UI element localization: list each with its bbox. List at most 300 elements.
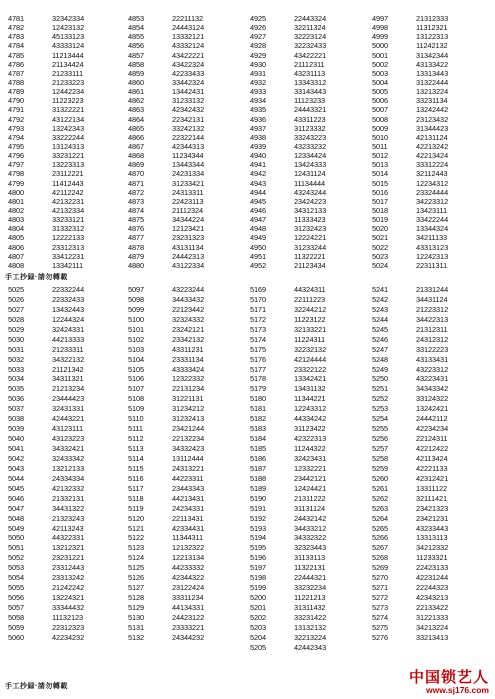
table-row <box>372 179 468 188</box>
table-row <box>8 169 104 178</box>
table-row <box>8 243 104 252</box>
row-code: 24231334 <box>172 169 205 179</box>
table-row <box>250 23 346 32</box>
row-number: 5182 <box>250 414 267 424</box>
row-number: 5031 <box>8 344 25 354</box>
row-number: 5023 <box>372 251 389 261</box>
row-code: 11244322 <box>294 444 326 453</box>
table-row <box>372 87 468 96</box>
row-number: 5253 <box>372 404 389 414</box>
row-number: 5245 <box>372 324 389 334</box>
table-row <box>250 464 346 474</box>
row-number: 4785 <box>8 50 25 60</box>
table-column <box>372 285 468 643</box>
row-number: 4861 <box>128 87 145 97</box>
row-code: 42322313 <box>294 434 327 444</box>
row-number: 5000 <box>372 41 389 51</box>
row-code: 11312321 <box>416 23 448 33</box>
row-number: 5187 <box>250 463 267 473</box>
row-code: 24344232 <box>172 632 205 642</box>
row-number: 4782 <box>8 23 25 33</box>
row-number: 5058 <box>8 612 25 622</box>
row-number: 5128 <box>128 593 145 603</box>
table-row <box>8 533 104 543</box>
table-row <box>250 563 346 573</box>
table-row <box>250 533 346 543</box>
row-code: 32424331 <box>52 324 85 334</box>
row-code: 23444423 <box>52 394 85 404</box>
table-row <box>128 133 224 142</box>
row-code: 11322221 <box>294 251 326 261</box>
row-code: 43422221 <box>294 50 327 60</box>
table-row <box>250 60 346 69</box>
row-number: 4797 <box>8 160 25 170</box>
row-code: 44223311 <box>172 473 204 483</box>
table-row <box>372 563 468 573</box>
table-row <box>128 474 224 484</box>
row-code: 11344221 <box>294 394 326 404</box>
row-code: 34312133 <box>294 205 327 215</box>
row-number: 4998 <box>372 23 389 33</box>
row-code: 31332312 <box>52 224 85 234</box>
row-code: 34433212 <box>294 523 327 533</box>
table-row <box>372 115 468 124</box>
row-number: 5130 <box>128 612 145 622</box>
row-number: 4863 <box>128 105 145 115</box>
table-row <box>250 105 346 114</box>
row-number: 5186 <box>250 453 267 463</box>
row-code: 33222244 <box>52 132 85 142</box>
section-note: 手工抄録·請勿轉載 <box>5 683 68 690</box>
row-code: 42132334 <box>52 205 85 215</box>
table-row <box>372 124 468 133</box>
row-number: 5179 <box>250 384 267 394</box>
row-code: 43133431 <box>416 354 449 364</box>
row-number: 5003 <box>372 68 389 78</box>
table-row <box>8 142 104 151</box>
table-row <box>128 78 224 87</box>
row-number: 4933 <box>250 87 267 97</box>
row-number: 5124 <box>128 553 145 563</box>
row-number: 5102 <box>128 334 145 344</box>
table-row <box>372 613 468 623</box>
table-row <box>8 573 104 583</box>
row-number: 5033 <box>8 364 25 374</box>
row-number: 4792 <box>8 114 25 124</box>
row-number: 4935 <box>250 105 267 115</box>
row-number: 4942 <box>250 169 267 179</box>
table-row <box>8 69 104 78</box>
table-row <box>8 355 104 365</box>
row-number: 4872 <box>128 187 145 197</box>
row-number: 5112 <box>128 434 144 444</box>
row-number: 5098 <box>128 294 145 304</box>
row-code: 43131134 <box>172 242 204 252</box>
table-row <box>372 593 468 603</box>
table-row <box>372 23 468 32</box>
table-row <box>8 233 104 242</box>
row-number: 4795 <box>8 141 25 151</box>
row-code: 21233111 <box>52 68 83 78</box>
table-row <box>250 252 346 261</box>
row-code: 23312313 <box>52 242 85 252</box>
row-number: 4927 <box>250 32 267 42</box>
row-number: 5103 <box>128 344 145 354</box>
row-code: 33243223 <box>294 132 327 142</box>
row-number: 4997 <box>372 14 389 23</box>
table-row <box>250 404 346 414</box>
row-code: 22423133 <box>416 563 449 573</box>
row-code: 23123432 <box>416 114 449 124</box>
table-row <box>8 87 104 96</box>
row-code: 21323243 <box>52 513 85 523</box>
table-row <box>8 484 104 494</box>
row-code: 22111223 <box>294 294 325 304</box>
row-code: 43123223 <box>52 434 85 444</box>
row-code: 32111421 <box>416 493 447 503</box>
row-code: 32211324 <box>294 23 326 33</box>
row-number: 5057 <box>8 603 25 612</box>
table-row <box>250 484 346 494</box>
row-code: 33231134 <box>416 96 448 106</box>
table-row <box>372 151 468 160</box>
table-row <box>128 335 224 345</box>
table-row <box>250 365 346 375</box>
table-row <box>128 197 224 206</box>
row-number: 5125 <box>128 563 145 573</box>
table-row <box>250 394 346 404</box>
row-code: 32244212 <box>294 304 327 314</box>
row-code: 31221333 <box>416 612 449 622</box>
row-number: 5202 <box>250 612 267 622</box>
row-number: 5054 <box>8 573 25 583</box>
row-code: 42112242 <box>52 187 84 197</box>
table-row <box>8 41 104 50</box>
table-row <box>8 115 104 124</box>
row-code: 43311223 <box>294 114 326 124</box>
table-row <box>128 573 224 583</box>
table-column <box>250 285 346 653</box>
table-row <box>128 444 224 454</box>
row-number: 4790 <box>8 96 25 106</box>
table-row <box>8 14 104 23</box>
row-number: 5107 <box>128 384 145 394</box>
table-row <box>372 424 468 434</box>
row-number: 5101 <box>128 324 145 334</box>
table-row <box>128 295 224 305</box>
table-row <box>8 514 104 524</box>
row-number: 5043 <box>8 463 25 473</box>
row-code: 12334424 <box>294 151 327 161</box>
row-number: 4865 <box>128 123 145 133</box>
table-row <box>372 315 468 325</box>
table-row <box>8 295 104 305</box>
row-number: 5259 <box>372 463 389 473</box>
row-code: 42124444 <box>294 354 327 364</box>
row-code: 42213242 <box>416 141 449 151</box>
row-number: 5016 <box>372 187 389 197</box>
row-number: 4867 <box>128 141 145 151</box>
table-row <box>128 169 224 178</box>
table-row <box>250 87 346 96</box>
row-code: 11223122 <box>294 314 326 324</box>
row-code: 13443344 <box>172 160 205 170</box>
table-row <box>8 105 104 114</box>
table-row <box>8 444 104 454</box>
table-row <box>8 188 104 197</box>
row-code: 11233321 <box>416 553 448 563</box>
row-code: 21233223 <box>52 77 85 87</box>
row-code: 33412231 <box>52 251 85 261</box>
row-number: 5027 <box>8 304 25 314</box>
table-row <box>372 384 468 394</box>
row-number: 5046 <box>8 493 25 503</box>
row-code: 44213431 <box>172 493 205 503</box>
row-number: 5132 <box>128 632 145 642</box>
table-row <box>250 197 346 206</box>
row-number: 4926 <box>250 23 267 33</box>
row-number: 5178 <box>250 374 267 384</box>
row-code: 22123442 <box>172 304 205 314</box>
row-number: 4786 <box>8 59 25 69</box>
row-code: 22113431 <box>172 513 204 523</box>
row-code: 43123111 <box>52 424 83 434</box>
row-number: 5047 <box>8 503 25 513</box>
row-code: 42113243 <box>52 523 84 533</box>
row-number: 5059 <box>8 622 25 632</box>
table-row <box>250 524 346 534</box>
row-number: 5036 <box>8 394 25 404</box>
row-code: 31233244 <box>294 242 327 252</box>
table-row <box>250 633 346 643</box>
table-row <box>372 394 468 404</box>
row-number: 5010 <box>372 132 389 142</box>
table-row <box>8 384 104 394</box>
table-row <box>372 105 468 114</box>
row-code: 43133422 <box>416 59 449 69</box>
row-number: 5126 <box>128 573 145 583</box>
table-row <box>250 261 346 270</box>
table-row <box>372 41 468 50</box>
row-number: 5048 <box>8 513 25 523</box>
row-number: 4794 <box>8 132 25 142</box>
row-code: 42221133 <box>416 463 448 473</box>
row-code: 42234232 <box>52 632 85 642</box>
row-number: 5013 <box>372 160 389 170</box>
row-number: 4952 <box>250 260 267 270</box>
row-number: 5263 <box>372 503 389 513</box>
row-code: 12132322 <box>172 543 205 553</box>
table-row <box>128 124 224 133</box>
row-number: 5183 <box>250 424 267 434</box>
table-row <box>128 206 224 215</box>
row-code: 21213234 <box>52 384 85 394</box>
row-number: 4938 <box>250 132 267 142</box>
table-row <box>250 233 346 242</box>
table-column <box>128 14 224 270</box>
row-number: 5105 <box>128 364 145 374</box>
row-code: 33442324 <box>172 77 205 87</box>
row-number: 5190 <box>250 493 267 503</box>
table-row <box>128 603 224 613</box>
row-number: 4875 <box>128 215 145 225</box>
row-number: 4869 <box>128 160 145 170</box>
row-code: 32431331 <box>52 404 85 414</box>
row-code: 13223313 <box>52 160 85 170</box>
table-row <box>128 252 224 261</box>
table-row <box>128 233 224 242</box>
row-number: 5034 <box>8 374 25 384</box>
table-row <box>250 142 346 151</box>
row-code: 24443321 <box>294 105 327 115</box>
row-number: 5049 <box>8 523 25 533</box>
table-row <box>372 252 468 261</box>
row-number: 4928 <box>250 41 267 51</box>
table-row <box>8 305 104 315</box>
table-row <box>128 224 224 233</box>
row-code: 34223312 <box>416 196 449 206</box>
row-number: 5262 <box>372 493 389 503</box>
row-code: 24313311 <box>172 187 204 197</box>
table-row <box>8 315 104 325</box>
row-code: 32232132 <box>294 344 327 354</box>
row-code: 11322131 <box>294 563 326 573</box>
row-code: 12243312 <box>294 404 327 414</box>
row-number: 4800 <box>8 187 25 197</box>
row-code: 13311122 <box>416 483 447 493</box>
row-code: 43223244 <box>172 285 205 294</box>
row-code: 31322444 <box>416 77 449 87</box>
row-code: 23424223 <box>294 196 327 206</box>
row-number: 4855 <box>128 32 145 42</box>
row-code: 22312323 <box>52 622 85 632</box>
row-code: 42132231 <box>52 196 85 206</box>
row-number: 5029 <box>8 324 25 334</box>
row-number: 4941 <box>250 160 267 170</box>
row-code: 43422221 <box>172 50 205 60</box>
row-number: 5104 <box>128 354 145 364</box>
row-code: 42443221 <box>52 414 85 424</box>
row-code: 31342344 <box>416 50 449 60</box>
row-number: 4866 <box>128 132 145 142</box>
row-code: 44324311 <box>294 285 326 294</box>
row-number: 5118 <box>128 493 144 503</box>
table-row <box>372 133 468 142</box>
table-row <box>8 23 104 32</box>
row-number: 4856 <box>128 41 145 51</box>
table-row <box>250 553 346 563</box>
table-row <box>250 41 346 50</box>
row-number: 5260 <box>372 473 389 483</box>
row-code: 43231113 <box>294 68 325 78</box>
row-code: 42442343 <box>294 642 327 652</box>
row-number: 5198 <box>250 573 267 583</box>
table-row <box>250 215 346 224</box>
table-row <box>128 305 224 315</box>
row-number: 5188 <box>250 473 267 483</box>
row-code: 13342421 <box>294 374 327 384</box>
row-number: 5247 <box>372 344 389 354</box>
table-row <box>250 424 346 434</box>
row-code: 11234344 <box>172 151 204 161</box>
table-row <box>372 603 468 613</box>
row-number: 5195 <box>250 543 267 553</box>
row-code: 43233232 <box>294 141 327 151</box>
row-number: 5250 <box>372 374 389 384</box>
row-number: 5117 <box>128 483 144 493</box>
table-row <box>8 325 104 335</box>
row-number: 5180 <box>250 394 267 404</box>
row-number: 5001 <box>372 50 389 60</box>
table-row <box>8 78 104 87</box>
table-row <box>128 60 224 69</box>
row-code: 11333423 <box>294 215 326 225</box>
table-row <box>372 474 468 484</box>
row-number: 5254 <box>372 414 389 424</box>
row-code: 12242313 <box>416 251 449 261</box>
table-row <box>8 593 104 603</box>
table-row <box>372 633 468 643</box>
table-column <box>372 14 468 270</box>
row-code: 31322221 <box>52 105 85 115</box>
row-number: 5192 <box>250 513 267 523</box>
row-number: 5039 <box>8 424 25 434</box>
row-number: 4802 <box>8 205 25 215</box>
row-code: 32323443 <box>294 543 327 553</box>
row-number: 5019 <box>372 215 389 225</box>
row-number: 4864 <box>128 114 145 124</box>
row-code: 23322122 <box>294 364 327 374</box>
table-row <box>8 583 104 593</box>
table-row <box>8 261 104 270</box>
row-number: 4880 <box>128 260 145 270</box>
table-row <box>128 374 224 384</box>
row-code: 34422313 <box>416 314 449 324</box>
row-code: 21123434 <box>294 260 326 270</box>
row-number: 4788 <box>8 77 25 87</box>
row-number: 4937 <box>250 123 267 133</box>
row-code: 42113424 <box>416 453 448 463</box>
row-code: 43313123 <box>416 242 449 252</box>
row-code: 22444321 <box>294 573 327 583</box>
row-number: 5041 <box>8 444 25 453</box>
row-code: 33233121 <box>52 215 85 225</box>
table-row <box>250 355 346 365</box>
row-code: 12222133 <box>52 233 85 243</box>
table-row <box>250 285 346 295</box>
row-code: 13213224 <box>416 87 449 97</box>
table-row <box>372 464 468 474</box>
table-row <box>128 404 224 414</box>
table-row <box>8 454 104 464</box>
table-row <box>250 613 346 623</box>
row-code: 33122223 <box>416 344 449 354</box>
row-code: 32342334 <box>52 14 85 23</box>
row-number: 5257 <box>372 444 389 453</box>
row-code: 32232433 <box>294 41 327 51</box>
row-number: 4936 <box>250 114 267 124</box>
row-number: 4939 <box>250 141 267 151</box>
row-code: 11134444 <box>294 178 325 188</box>
table-row <box>8 434 104 444</box>
row-code: 13344324 <box>416 224 449 234</box>
table-row <box>8 464 104 474</box>
table-row <box>372 295 468 305</box>
row-code: 42334431 <box>172 523 205 533</box>
table-row <box>8 124 104 133</box>
row-code: 12234312 <box>416 178 449 188</box>
row-code: 42342432 <box>172 105 205 115</box>
